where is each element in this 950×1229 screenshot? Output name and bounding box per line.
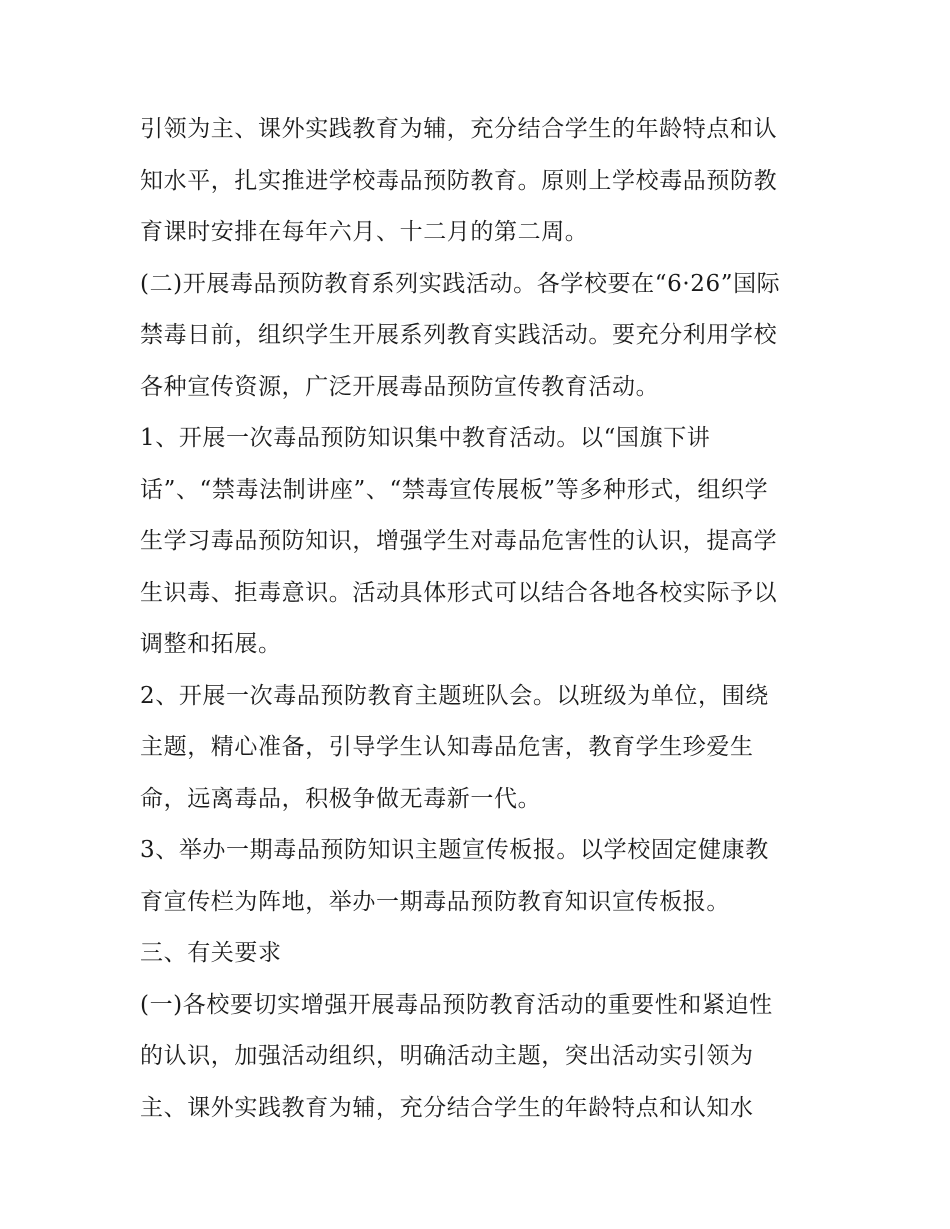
list-item-3: 3、举办一期毒品预防知识主题宣传板报。以学校固定健康教 <box>140 837 769 863</box>
text-line: 知水平，扎实推进学校毒品预防教育。原则上学校毒品预防教 <box>140 167 778 194</box>
section-heading-2: (二)开展毒品预防教育系列实践活动。各学校要在“6·26”国际 <box>140 270 781 297</box>
text-line: 育宣传栏为阵地，举办一期毒品预防教育知识宣传板报。 <box>140 888 730 915</box>
text-line: 育课时安排在每年六月、十二月的第二周。 <box>140 219 589 245</box>
text-line: 调整和拓展。 <box>140 631 282 657</box>
text-line: 主、课外实践教育为辅，充分结合学生的年龄特点和认知水 <box>140 1094 754 1121</box>
text-line: 话”、“禁毒法制讲座”、“禁毒宣传展板”等多种形式，组织学 <box>140 476 769 503</box>
list-item-1: 1、开展一次毒品预防知识集中教育活动。以“国旗下讲 <box>140 425 711 451</box>
document-body <box>140 104 820 1134</box>
subsection-heading-1: (一)各校要切实增强开展毒品预防教育活动的重要性和紧迫性 <box>140 991 773 1018</box>
text-line: 主题，精心准备，引导学生认知毒品危害，教育学生珍爱生 <box>140 734 754 760</box>
section-heading-3: 三、有关要求 <box>140 940 282 966</box>
text-line: 的认识，加强活动组织，明确活动主题，突出活动实引领为 <box>140 1043 754 1069</box>
text-line: 生学习毒品预防知识，增强学生对毒品危害性的认识，提高学 <box>140 528 778 554</box>
text-line: 生识毒、拒毒意识。活动具体形式可以结合各地各校实际予以 <box>140 579 778 606</box>
text-line: 引领为主、课外实践教育为辅，充分结合学生的年龄特点和认 <box>140 116 778 142</box>
text-line: 各种宣传资源，广泛开展毒品预防宣传教育活动。 <box>140 373 660 400</box>
text-line: 禁毒日前，组织学生开展系列教育实践活动。要充分利用学校 <box>140 322 778 348</box>
list-item-2: 2、开展一次毒品预防教育主题班队会。以班级为单位，围绕 <box>140 682 769 709</box>
text-line: 命，远离毒品，积极争做无毒新一代。 <box>140 785 542 812</box>
